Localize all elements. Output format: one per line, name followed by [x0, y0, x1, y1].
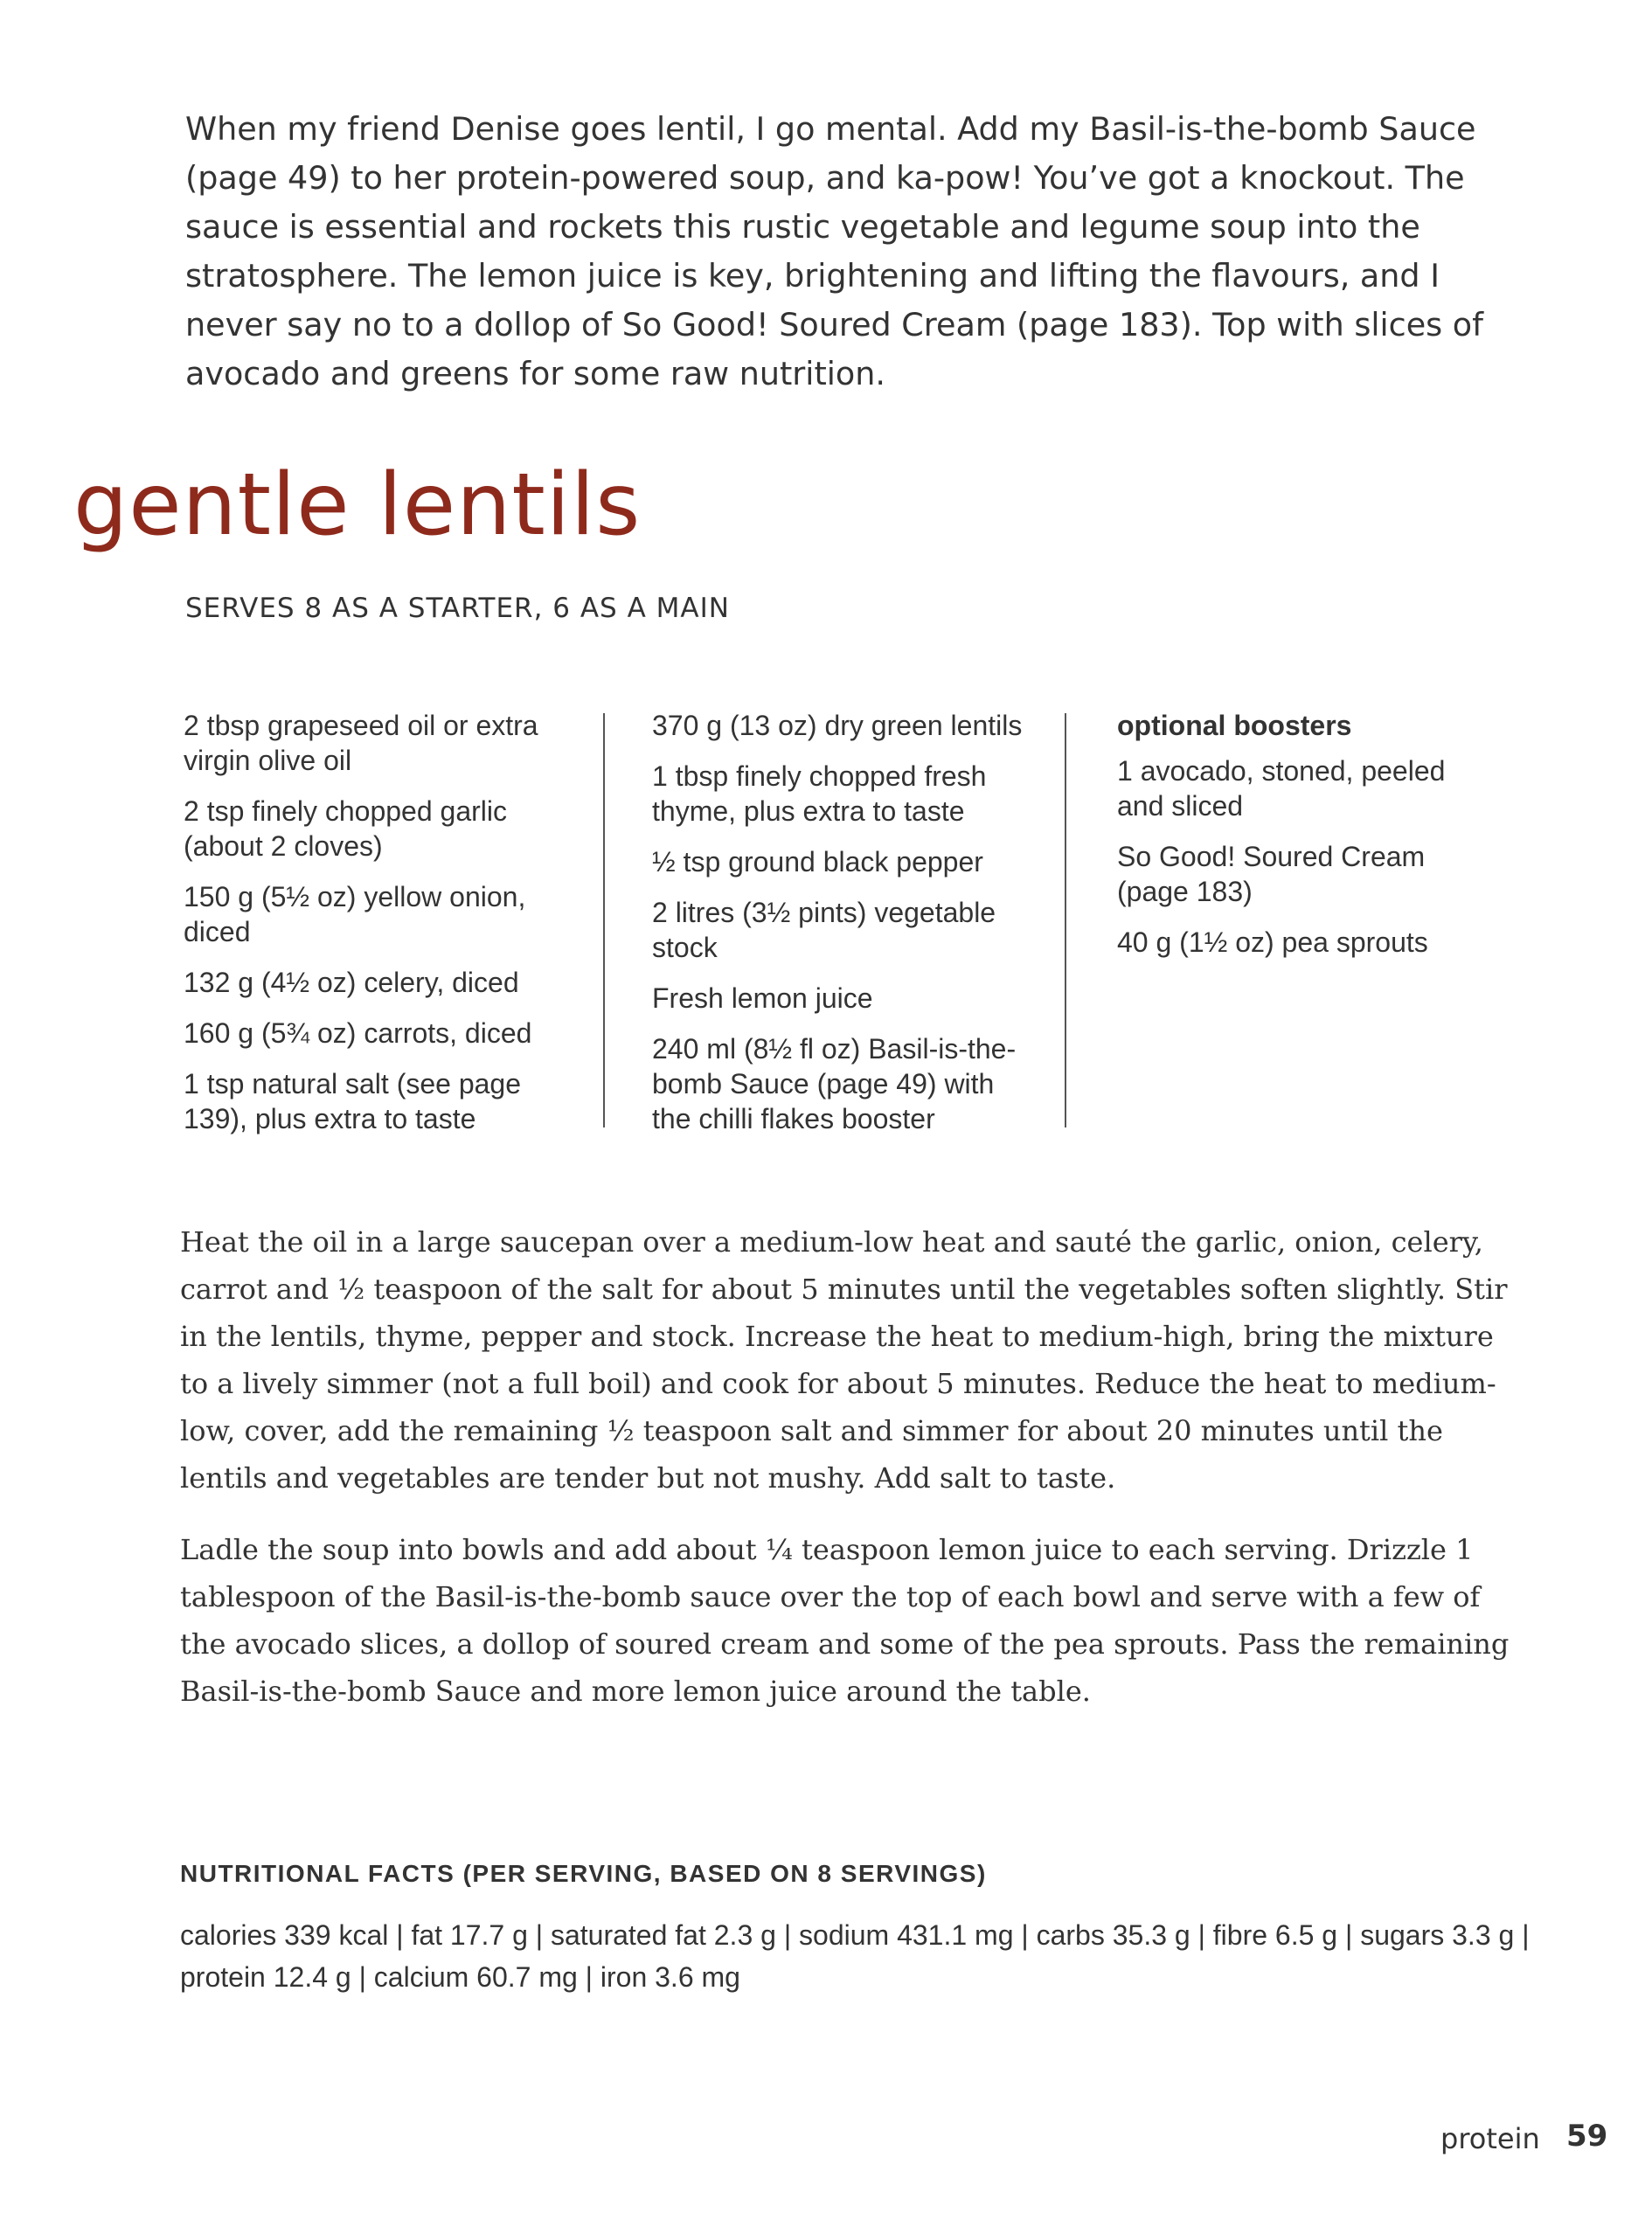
footer-section-label: protein	[1440, 2122, 1540, 2155]
nutrition-heading: NUTRITIONAL FACTS (PER SERVING, BASED ON 8 SERVINGS)	[180, 1860, 987, 1887]
column-divider	[603, 713, 605, 1127]
ingredients-column-1	[184, 708, 559, 1152]
booster-item: 40 g (1½ oz) pea sprouts	[1117, 926, 1428, 958]
ingredient-item: 150 g (5½ oz) yellow onion, diced	[184, 881, 526, 947]
nutrition-facts: calories 339 kcal | fat 17.7 g | saturated fat 2.3 g | sodium 431.1 mg | carbs 35.3 g | fibre 6.5 g | sugars 3.3 g | protein 12.4 g | calcium 60.7 mg | iron 3.6 mg	[180, 1919, 1530, 1993]
ingredient-item: 370 g (13 oz) dry green lentils	[652, 710, 1023, 741]
ingredient-item: 2 tsp finely chopped garlic (about 2 cloves)	[184, 795, 507, 862]
ingredient-item: 240 ml (8½ fl oz) Basil-is-the-bomb Sauce (page 49) with the chilli flakes booster	[652, 1033, 1017, 1134]
ingredient-item: Fresh lemon juice	[652, 982, 873, 1014]
boosters-heading: optional boosters	[1117, 710, 1352, 741]
serves-line: SERVES 8 AS A STARTER, 6 AS A MAIN	[185, 593, 730, 624]
ingredient-item: 160 g (5¾ oz) carrots, diced	[184, 1017, 532, 1049]
intro-paragraph: When my friend Denise goes lentil, I go mental. Add my Basil-is-the-bomb Sauce (page 49) to her protein-powered soup, and ka-pow! You’ve got a knockout. The sauce is essential and rockets this rustic vegetable and legume soup into the stratosphere. The lemon juice is key, brightening and lifting the flavours, and I never say no to a dollop of So Good! Soured Cream (page 183). Top with slices of avocado and greens for some raw nutrition.	[185, 110, 1483, 392]
ingredient-item: 1 tbsp finely chopped fresh thyme, plus extra to taste	[652, 760, 987, 827]
column-divider	[1065, 713, 1066, 1127]
ingredient-item: 1 tsp natural salt (see page 139), plus extra to taste	[184, 1068, 522, 1134]
ingredient-item: 2 tbsp grapeseed oil or extra virgin olive oil	[184, 710, 538, 776]
recipe-title: gentle lentils	[73, 455, 642, 555]
optional-boosters-column	[1117, 708, 1484, 975]
ingredient-item: 132 g (4½ oz) celery, diced	[184, 967, 519, 998]
method-step-1: Heat the oil in a large saucepan over a medium-low heat and sauté the garlic, onion, celery, carrot and ½ teaspoon of the salt for about 5 minutes until the vegetables soften slightly. Stir in the lentils, thyme, pepper and stock. Increase the heat to medium-high, bring the mixture to a lively simmer (not a full boil) and cook for about 5 minutes. Reduce the heat to medium-low, cover, add the remaining ½ teaspoon salt and simmer for about 20 minutes until the lentils and vegetables are tender but not mushy. Add salt to taste.	[180, 1225, 1508, 1495]
ingredient-item: 2 litres (3½ pints) vegetable stock	[652, 897, 996, 963]
ingredients-column-2	[652, 708, 1037, 1152]
page-number: 59	[1566, 2119, 1608, 2154]
booster-item: So Good! Soured Cream (page 183)	[1117, 841, 1426, 907]
ingredient-item: ½ tsp ground black pepper	[652, 846, 983, 878]
method-step-2: Ladle the soup into bowls and add about ¼ teaspoon lemon juice to each serving. Drizzle 1 tablespoon of the Basil-is-the-bomb sauce over the top of each bowl and serve with a few of the avocado slices, a dollop of soured cream and some of the pea sprouts. Pass the remaining Basil-is-the-bomb Sauce and more lemon juice around the table.	[180, 1533, 1510, 1708]
booster-item: 1 avocado, stoned, peeled and sliced	[1117, 755, 1446, 822]
